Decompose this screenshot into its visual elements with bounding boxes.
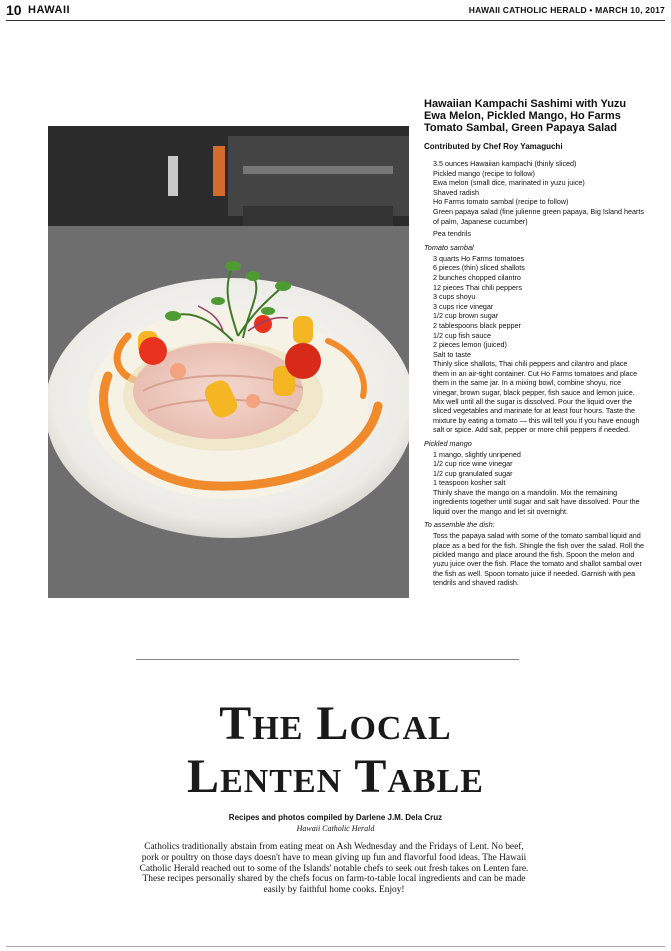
list-item: Pickled mango (recipe to follow) [433, 168, 535, 178]
running-head: HAWAII CATHOLIC HERALD • MARCH 10, 2017 [468, 5, 665, 15]
list-item: 2 bunches chopped cilantro [433, 272, 521, 282]
recipe-contributor: Contributed by Chef Roy Yamaguchi [424, 142, 563, 151]
feature-title-line-1: The Local [219, 697, 452, 750]
list-item: Pea tendrils [433, 229, 471, 239]
dish-photo [48, 126, 409, 598]
assemble-method: Toss the papaya salad with some of the tomato sambal liquid and place as a bed for the fish. Shingle the fish over the salad. Roll the pickled mango and place around the fish. Spoon the melon and yuzu juice over the fish. Place the tomato and shallot sambal over the fish as well. Spoon tomato juice if needed. Garnish with pea tendrils and shaved radish. [433, 531, 644, 588]
mango-ingredient-list [424, 450, 644, 488]
list-item: 6 pieces (thin) sliced shallots [433, 263, 525, 273]
feature-credit-affiliation: Hawaii Catholic Herald [296, 824, 375, 833]
sambal-heading: Tomato sambal [424, 242, 474, 252]
mango-heading: Pickled mango [424, 438, 472, 448]
feature-credit: Recipes and photos compiled by Darlene J.M. Dela Cruz [228, 813, 443, 822]
feature-intro: Catholics traditionally abstain from eating meat on Ash Wednesday and the Fridays of Lent. No beef, pork or poultry on those days doesn't have to mean giving up fun and flavorful food ideas. The Hawaii Catholic Herald reached out to some of the Islands' notable chefs to seek out fresh takes on Lenten fare. These recipes personally shared by the chefs focus on farm-to-table local ingredients and can be made easily by faithful home cooks. Enjoy! [139, 842, 529, 896]
recipe-column [424, 98, 644, 588]
list-item: Ho Farms tomato sambal (recipe to follow) [433, 197, 569, 207]
list-item: 1/2 cup brown sugar [433, 311, 499, 321]
list-item: 12 pieces Thai chili peppers [433, 282, 522, 292]
list-item: Salt to taste [433, 349, 471, 359]
list-item: 3 cups shoyu [433, 292, 476, 302]
list-item: 1 mango, slightly unripened [433, 449, 521, 459]
list-item: Ewa melon (small dice, marinated in yuzu juice) [433, 178, 585, 188]
mango-method: Thinly shave the mango on a mandolin. Mix the remaining ingredients together until sugar and salt have dissolved. Pour the liquid over the mango and let sit overnight. [433, 487, 640, 516]
page-footer-rule [6, 946, 665, 947]
list-item: Shaved radish [433, 187, 479, 197]
ingredient-list [424, 159, 644, 239]
list-item: 2 pieces lemon (juiced) [433, 340, 507, 350]
page-number: 10 [6, 2, 22, 18]
recipe-title: Hawaiian Kampachi Sashimi with Yuzu Ewa Melon, Pickled Mango, Ho Farms Tomato Sambal, Green Papaya Salad [424, 98, 627, 134]
list-item: 1/2 cup fish sauce [433, 330, 491, 340]
list-item: Green papaya salad (fine julienne green papaya, Big Island hearts of palm, Japanese cucumber) [433, 206, 644, 226]
list-item: 1 teaspoon kosher salt [433, 478, 506, 488]
sambal-method: Thinly slice shallots, Thai chili peppers and cilantro and place them in an air-tight container. Cut Ho Farms tomatoes and place them in the same jar. In a mixing bowl, combine shoyu, rice vinegar, brown sugar, black pepper, fish sauce and lemon juice. Mix well until all the sugar is dissolved. Pour the liquid over the sliced vegetables and marinate for at least four hours. Taste the mixture by eating a tomato — this will tell you if you have enough salt or spice. Add salt, pepper or more chili peppers if needed. [433, 359, 640, 435]
sambal-ingredient-list [424, 254, 644, 360]
list-item: 1/2 cup granulated sugar [433, 468, 513, 478]
list-item: 3 cups rice vinegar [433, 301, 494, 311]
list-item: 1/2 cup rice wine vinegar [433, 459, 513, 469]
assemble-heading: To assemble the dish: [424, 520, 495, 530]
page-header [6, 4, 665, 21]
section-label: HAWAII [28, 4, 71, 16]
list-item: 2 tablespoons black pepper [433, 320, 521, 330]
list-item: 3 quarts Ho Farms tomatoes [433, 253, 525, 263]
section-divider [136, 659, 519, 660]
feature-title-line-2: Lenten Table [187, 750, 484, 803]
list-item: 3.5 ounces Hawaiian kampachi (thinly sliced) [433, 159, 577, 168]
